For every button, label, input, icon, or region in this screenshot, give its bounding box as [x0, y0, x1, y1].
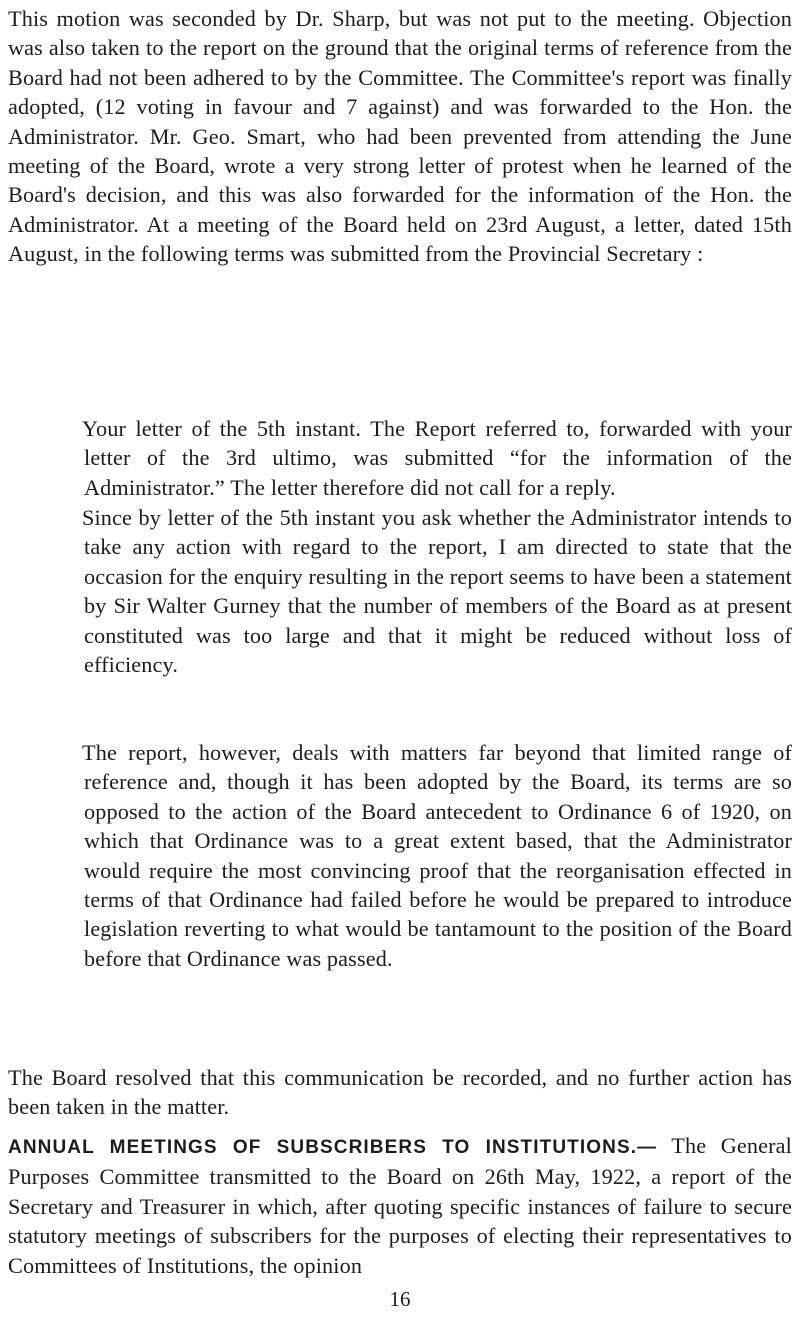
paragraph-motion [8, 4, 792, 269]
quoted-paragraph-2: Since by letter of the 5th instant you ask whether the Administrator intends to take any action with regard to the report, I am directed to state that the occasion for the enquiry resulting in the report seems to have been a statement by Sir Walter Gurney that the number of members of the Board as at present constituted was too large and that it might be reduced without loss of efficiency. [82, 505, 792, 678]
section-heading: ANNUAL MEETINGS OF SUBSCRIBERS TO INSTITUTIONS.— [8, 1137, 658, 1158]
quoted-letter-part-3 [84, 738, 792, 973]
quoted-paragraph-3: The report, however, deals with matters far beyond that limited range of reference and, though it has been adopted by the Board, its terms are so opposed to the action of the Board antecedent to Ordinance 6 of 1920, on which that Ordinance was to a great extent based, that the Administrator would require the most convincing proof that the reorganisation effected in terms of that Ordinance had failed before he would be prepared to introduce legislation reverting to what would be tantamount to the position of the Board before that Ordinance was passed. [82, 740, 792, 971]
paragraph-annual-meetings [8, 1131, 792, 1280]
quoted-paragraph-1: Your letter of the 5th instant. The Report referred to, forwarded with your letter of the 3rd ultimo, was submitted “for the information of the Administrator.” The letter therefore did not call for a reply. [82, 416, 792, 500]
quoted-letter [84, 414, 792, 502]
paragraph-text: This motion was seconded by Dr. Sharp, but was not put to the meeting. Objection was also taken to the report on the ground that the original terms of reference from the Board had not been adhered to by the Committee. The Committee's report was finally adopted, (12 voting in favour and 7 against) and was forwarded to the Hon. the Administrator. Mr. Geo. Smart, who had been prevented from attending the June meeting of the Board, wrote a very strong letter of protest when he learned of the Board's decision, and this was also forwarded for the information of the Hon. the Administrator. At a meeting of the Board held on 23rd August, a letter, dated 15th August, in the following terms was submitted from the Provincial Secretary : [8, 6, 792, 267]
paragraph-resolution [8, 1063, 792, 1122]
paragraph-text [8, 1131, 792, 1280]
section-body: The General Purposes Committee transmitted to the Board on 26th May, 1922, a report of the Secretary and Treasurer in which, after quoting specific instances of failure to secure statutory meetings of subscribers for the purposes of electing their representatives to Committees of Institutions, the opinion [8, 1133, 792, 1278]
paragraph-text: The Board resolved that this communication be recorded, and no further action has been taken in the matter. [8, 1065, 792, 1120]
quoted-letter-part-2 [84, 503, 792, 679]
page-number: 16 [389, 1287, 411, 1311]
